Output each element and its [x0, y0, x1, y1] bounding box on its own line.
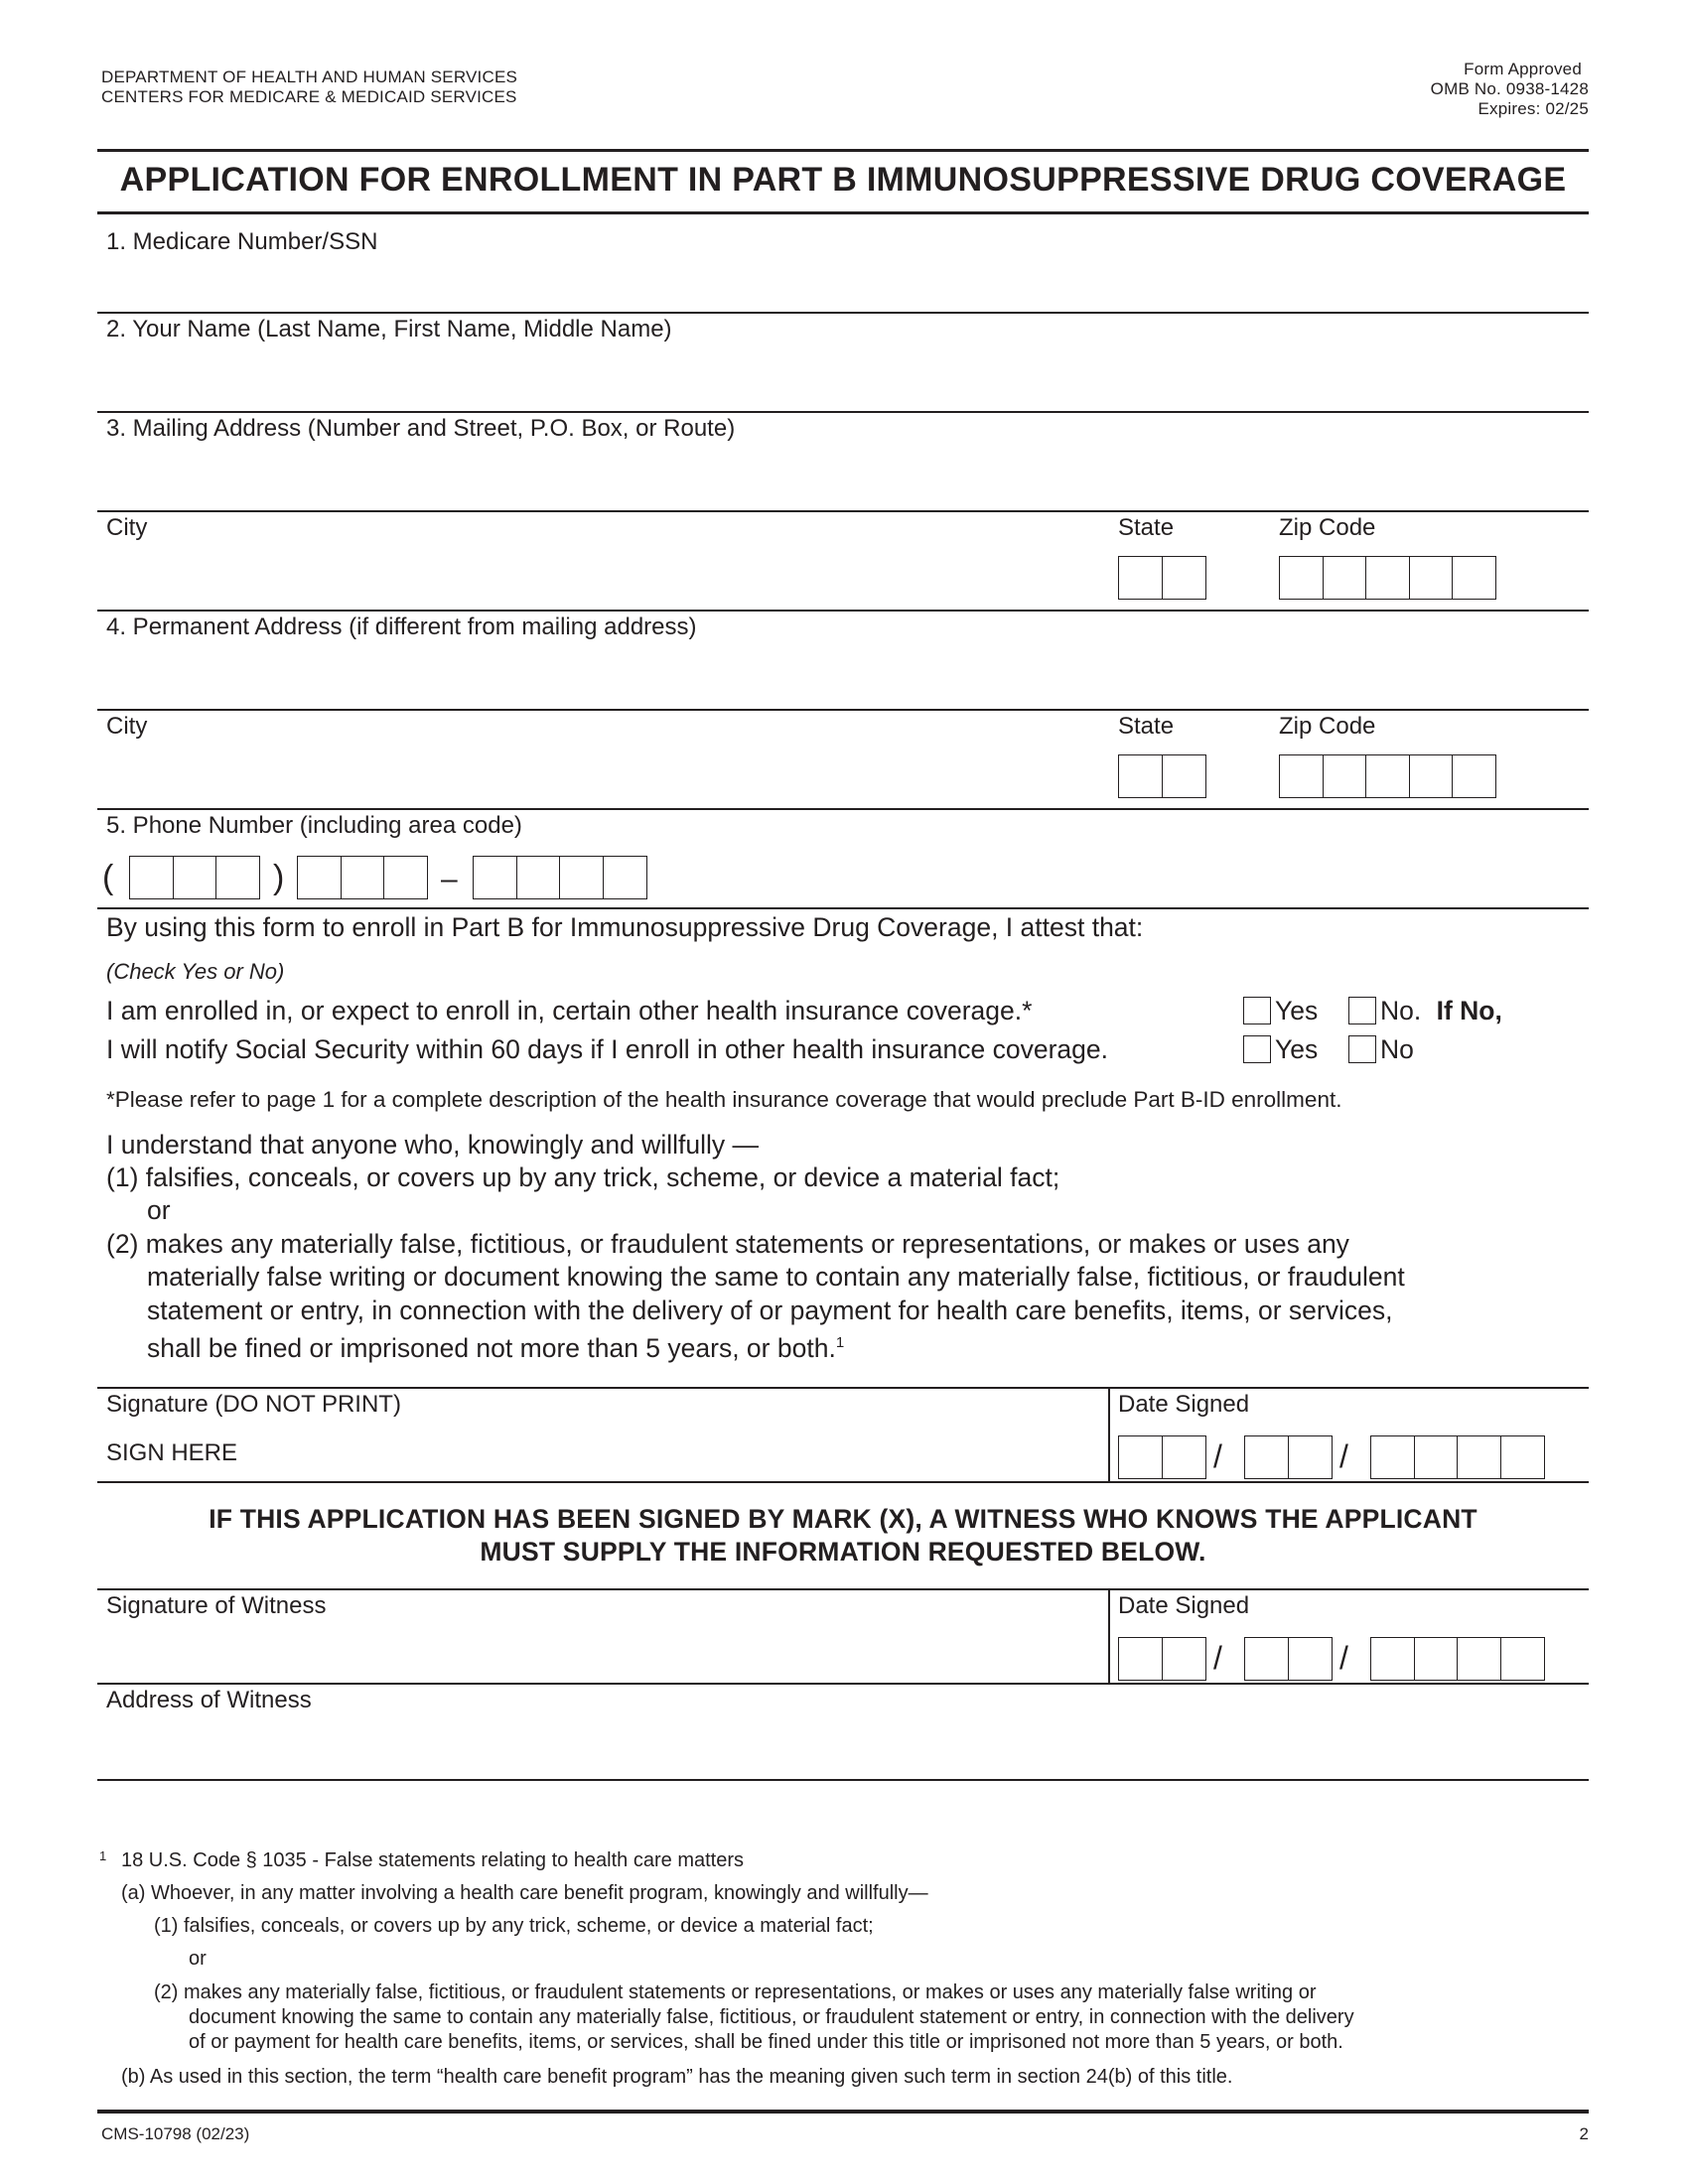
witness-address-label: Address of Witness: [106, 1687, 312, 1713]
if-no-label: If No,: [1436, 996, 1502, 1025]
digit-box[interactable]: [516, 856, 561, 899]
mailing-address-label: 3. Mailing Address (Number and Street, P.O. Box, or Route): [106, 415, 736, 442]
digit-box[interactable]: [1118, 1435, 1163, 1479]
divider: [97, 1588, 1589, 1590]
q2-yes-checkbox[interactable]: [1243, 1035, 1271, 1063]
digit-box[interactable]: [1365, 754, 1410, 798]
expires-date: Expires: 02/25: [1477, 99, 1589, 118]
mailing-city-field[interactable]: [97, 542, 1090, 608]
phone-paren-close: ): [273, 859, 285, 896]
name-label: 2. Your Name (Last Name, First Name, Middle Name): [106, 316, 672, 342]
witness-divider: [1108, 1588, 1110, 1683]
q1-no-checkbox[interactable]: [1348, 997, 1376, 1024]
divider: [97, 709, 1589, 711]
attest-question-1: I am enrolled in, or expect to enroll in, certain other health insurance coverage.*: [106, 996, 1033, 1025]
footnote-or: or: [189, 1948, 207, 1970]
understand-item-2-line-4-text: shall be fined or imprisoned not more than 5 years, or both.: [147, 1332, 836, 1363]
digit-box[interactable]: [1370, 1637, 1415, 1681]
digit-box[interactable]: [383, 856, 428, 899]
digit-box[interactable]: [129, 856, 174, 899]
attest-intro: By using this form to enroll in Part B for Immunosuppressive Drug Coverage, I attest that:: [106, 912, 1144, 942]
medicare-number-field[interactable]: [97, 248, 1589, 312]
witness-day-boxes[interactable]: [1244, 1637, 1333, 1681]
date-signed-label: Date Signed: [1118, 1391, 1250, 1418]
divider: [97, 1779, 1589, 1781]
digit-box[interactable]: [1279, 754, 1324, 798]
witness-year-boxes[interactable]: [1370, 1637, 1545, 1681]
page-title: APPLICATION FOR ENROLLMENT IN PART B IMMUNOSUPPRESSIVE DRUG COVERAGE: [119, 161, 1567, 199]
digit-box[interactable]: [1162, 1435, 1206, 1479]
mailing-zip-boxes[interactable]: [1279, 556, 1496, 600]
permanent-state-boxes[interactable]: [1118, 754, 1206, 798]
footnote-b: (b) As used in this section, the term “health care benefit program” has the meaning given such term in section 24(b) of this title.: [121, 2066, 1233, 2088]
digit-box[interactable]: [1323, 556, 1367, 600]
sign-day-boxes[interactable]: [1244, 1435, 1333, 1479]
understand-or: or: [147, 1195, 171, 1225]
q1-yes-checkbox[interactable]: [1243, 997, 1271, 1024]
digit-box[interactable]: [559, 856, 604, 899]
digit-box[interactable]: [1279, 556, 1324, 600]
understand-item-2-line-4: [147, 1327, 844, 1364]
digit-box[interactable]: [1414, 1637, 1459, 1681]
digit-box[interactable]: [1457, 1637, 1501, 1681]
digit-box[interactable]: [173, 856, 217, 899]
page-number: 2: [1579, 2124, 1589, 2143]
witness-notice: [97, 1503, 1589, 1569]
date-slash: /: [1213, 1438, 1222, 1474]
footnote-marker: 1: [99, 1848, 107, 1863]
witness-notice-line-2: MUST SUPPLY THE INFORMATION REQUESTED BELOW.: [480, 1537, 1206, 1567]
divider: [97, 1683, 1589, 1685]
digit-box[interactable]: [1414, 1435, 1459, 1479]
applicant-signature-field[interactable]: [97, 1418, 1105, 1479]
q1-yes-label: Yes: [1275, 996, 1319, 1025]
attest-q1-no[interactable]: [1348, 995, 1502, 1026]
digit-box[interactable]: [1323, 754, 1367, 798]
mailing-state-boxes[interactable]: [1118, 556, 1206, 600]
digit-box[interactable]: [1365, 556, 1410, 600]
phone-area-code-boxes[interactable]: [129, 856, 260, 899]
digit-box[interactable]: [1500, 1435, 1545, 1479]
witness-signature-field[interactable]: [97, 1620, 1105, 1682]
divider: [97, 510, 1589, 512]
witness-address-field[interactable]: [97, 1714, 1589, 1779]
permanent-zip-label: Zip Code: [1279, 713, 1376, 740]
phone-prefix-boxes[interactable]: [297, 856, 428, 899]
omb-block: [1431, 60, 1589, 119]
digit-box[interactable]: [1370, 1435, 1415, 1479]
digit-box[interactable]: [1288, 1435, 1333, 1479]
sign-year-boxes[interactable]: [1370, 1435, 1545, 1479]
footnote-heading: 18 U.S. Code § 1035 - False statements relating to health care matters: [121, 1849, 744, 1871]
digit-box[interactable]: [473, 856, 517, 899]
digit-box[interactable]: [341, 856, 385, 899]
digit-box[interactable]: [1452, 754, 1496, 798]
q1-no-label: No.: [1380, 996, 1422, 1025]
divider: [97, 1387, 1589, 1389]
char-box[interactable]: [1162, 754, 1206, 798]
mailing-address-field[interactable]: [97, 443, 1589, 510]
coverage-note: *Please refer to page 1 for a complete description of the health insurance coverage that would preclude Part B-ID enrollment.: [106, 1087, 1342, 1112]
witness-date-signed-label: Date Signed: [1118, 1592, 1250, 1619]
mailing-state-label: State: [1118, 514, 1175, 541]
footnote-ref[interactable]: 1: [835, 1334, 845, 1351]
witness-signature-label: Signature of Witness: [106, 1592, 327, 1619]
divider: [97, 808, 1589, 810]
dept-line-1: DEPARTMENT OF HEALTH AND HUMAN SERVICES: [101, 68, 518, 86]
divider: [97, 907, 1589, 909]
sign-month-boxes[interactable]: [1118, 1435, 1206, 1479]
permanent-city-field[interactable]: [97, 741, 1090, 806]
footnote-a1: (1) falsifies, conceals, or covers up by any trick, scheme, or device a material fact;: [154, 1915, 874, 1937]
divider: [97, 1481, 1589, 1483]
name-field[interactable]: [97, 343, 1589, 411]
digit-box[interactable]: [1244, 1435, 1289, 1479]
digit-box[interactable]: [1452, 556, 1496, 600]
attest-q2-yes[interactable]: [1243, 1033, 1318, 1065]
witness-month-boxes[interactable]: [1118, 1637, 1206, 1681]
witness-notice-line-1: IF THIS APPLICATION HAS BEEN SIGNED BY MARK (X), A WITNESS WHO KNOWS THE APPLICANT: [209, 1504, 1477, 1534]
understand-item-2-line-1: (2) makes any materially false, fictitious, or fraudulent statements or representations, or makes or uses any: [106, 1229, 1349, 1259]
phone-line-boxes[interactable]: [473, 856, 647, 899]
form-approved: Form Approved: [1464, 60, 1582, 78]
title-rule-top: [97, 149, 1589, 152]
understand-item-2-line-3: statement or entry, in connection with the delivery of or payment for health care benefits, items, or services,: [147, 1296, 1393, 1325]
footnote-a: (a) Whoever, in any matter involving a health care benefit program, knowingly and willfully—: [121, 1882, 928, 1904]
footnote-a2-line-1: (2) makes any materially false, fictitious, or fraudulent statements or representations, or makes or uses any materially false writing or: [154, 1981, 1317, 2003]
phone-label: 5. Phone Number (including area code): [106, 812, 522, 839]
understand-item-2-line-2: materially false writing or document knowing the same to contain any materially false, fictitious, or fraudulent: [147, 1262, 1405, 1292]
divider: [97, 610, 1589, 612]
understand-intro: I understand that anyone who, knowingly and willfully —: [106, 1130, 759, 1160]
digit-box[interactable]: [1118, 1637, 1163, 1681]
permanent-zip-boxes[interactable]: [1279, 754, 1496, 798]
check-hint: (Check Yes or No): [106, 959, 285, 984]
char-box[interactable]: [1118, 556, 1163, 600]
medicare-number-label: 1. Medicare Number/SSN: [106, 228, 378, 255]
divider: [97, 411, 1589, 413]
digit-box[interactable]: [1162, 1637, 1206, 1681]
attest-question-2: I will notify Social Security within 60 days if I enroll in other health insurance coverage.: [106, 1034, 1108, 1064]
digit-box[interactable]: [297, 856, 342, 899]
mailing-city-label: City: [106, 514, 148, 541]
omb-number: OMB No. 0938-1428: [1430, 79, 1589, 98]
date-slash: /: [1213, 1640, 1222, 1676]
char-box[interactable]: [1162, 556, 1206, 600]
date-slash: /: [1339, 1640, 1348, 1676]
date-slash: /: [1339, 1438, 1348, 1474]
agency-header: [101, 68, 517, 107]
attest-q1-yes[interactable]: [1243, 995, 1318, 1026]
digit-box[interactable]: [1409, 754, 1454, 798]
q2-no-checkbox[interactable]: [1348, 1035, 1376, 1063]
permanent-address-field[interactable]: [97, 641, 1589, 709]
divider: [97, 312, 1589, 314]
footnote-a2-line-2: document knowing the same to contain any materially false, fictitious, or fraudulent statement or entry, in connection with the delivery: [189, 2006, 1354, 2028]
digit-box[interactable]: [1409, 556, 1454, 600]
q2-yes-label: Yes: [1275, 1034, 1319, 1064]
q2-no-label: No: [1380, 1034, 1414, 1064]
dept-line-2: CENTERS FOR MEDICARE & MEDICAID SERVICES: [101, 87, 517, 106]
permanent-state-label: State: [1118, 713, 1175, 740]
title-rule-bottom: [97, 211, 1589, 214]
permanent-address-label: 4. Permanent Address (if different from mailing address): [106, 614, 697, 640]
digit-box[interactable]: [1288, 1637, 1333, 1681]
attest-q2-no[interactable]: [1348, 1033, 1414, 1065]
understand-item-1: (1) falsifies, conceals, or covers up by any trick, scheme, or device a material fact;: [106, 1162, 1060, 1192]
footer-rule: [97, 2110, 1589, 2114]
mailing-zip-label: Zip Code: [1279, 514, 1376, 541]
signature-divider: [1108, 1387, 1110, 1481]
digit-box[interactable]: [1457, 1435, 1501, 1479]
sign-here-label: SIGN HERE: [106, 1439, 238, 1466]
phone-paren-open: (: [102, 859, 114, 896]
phone-dash: –: [441, 863, 458, 895]
digit-box[interactable]: [1244, 1637, 1289, 1681]
char-box[interactable]: [1118, 754, 1163, 798]
signature-label: Signature (DO NOT PRINT): [106, 1391, 401, 1418]
form-code: CMS-10798 (02/23): [101, 2124, 250, 2143]
permanent-city-label: City: [106, 713, 148, 740]
footnote-a2-line-3: of or payment for health care benefits, items, or services, shall be fined under this title or imprisoned not more than 5 years, or both.: [189, 2031, 1343, 2053]
digit-box[interactable]: [603, 856, 647, 899]
digit-box[interactable]: [215, 856, 260, 899]
digit-box[interactable]: [1500, 1637, 1545, 1681]
